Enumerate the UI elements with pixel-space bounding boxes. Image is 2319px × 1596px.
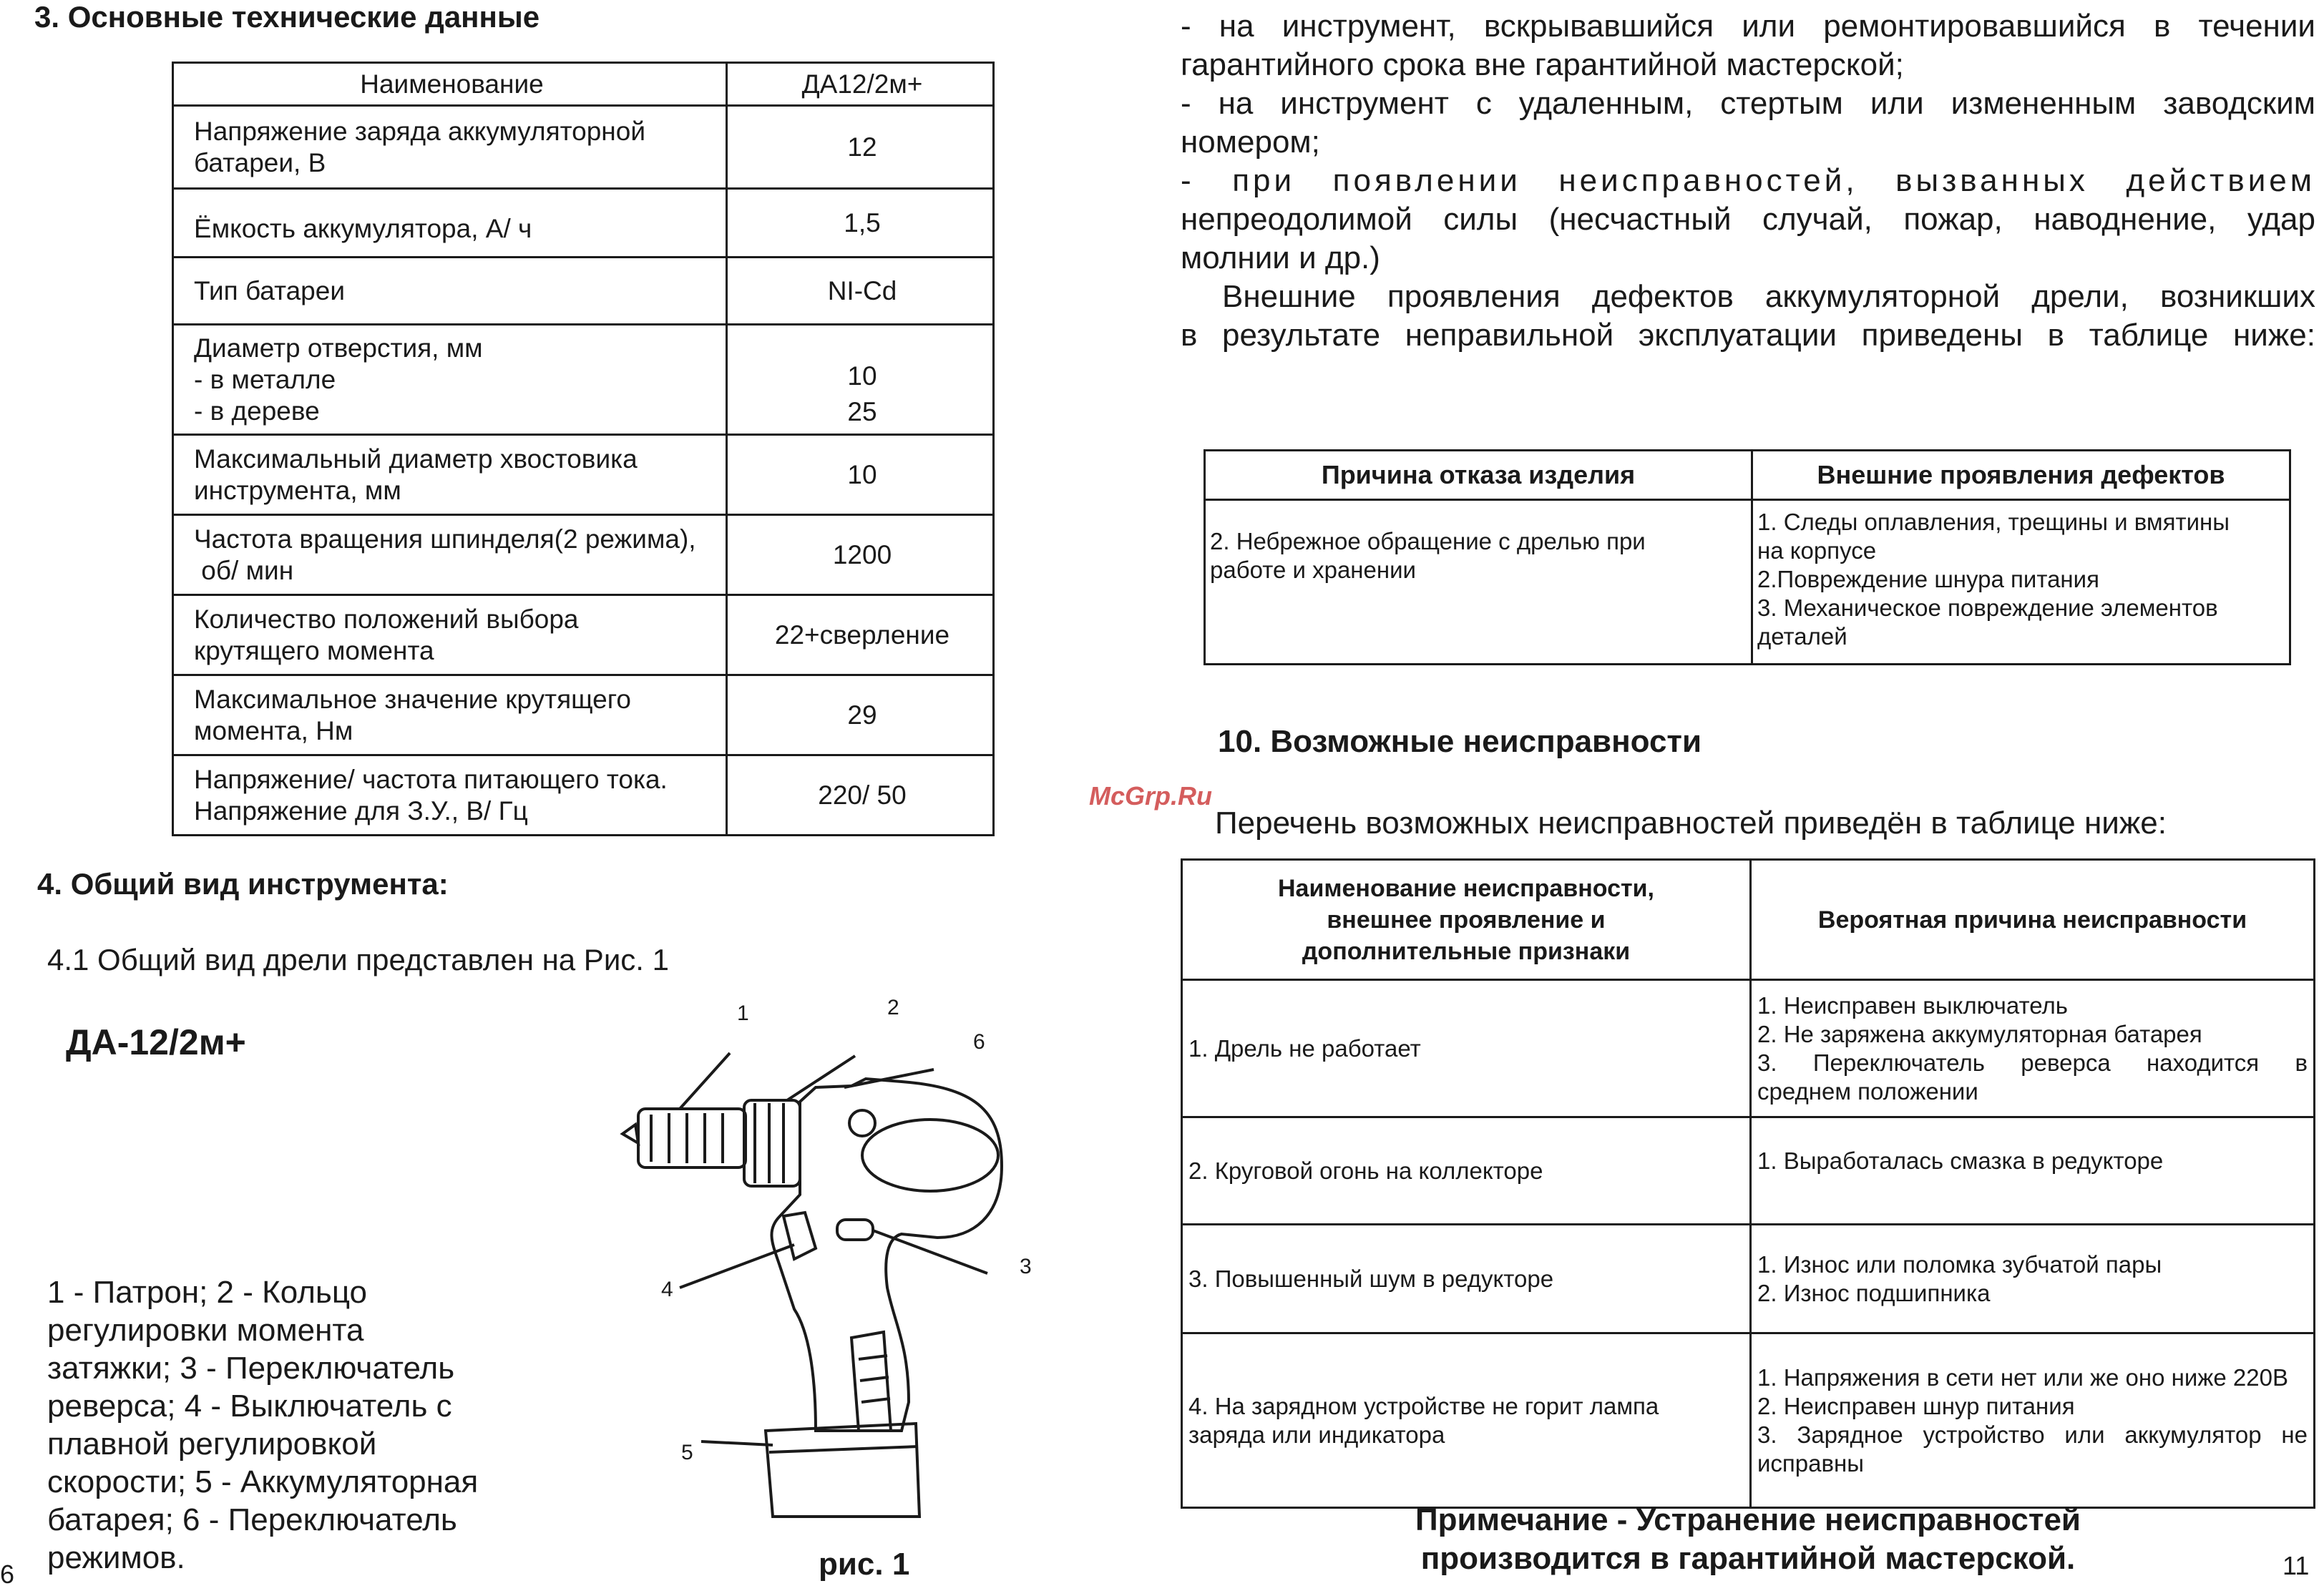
callout-4: 4 (661, 1278, 673, 1301)
figure-caption: рис. 1 (819, 1547, 910, 1582)
fault-name: 1. Дрель не работает (1182, 980, 1751, 1117)
spec-value: 12 (727, 106, 994, 189)
fault-cause: 1. Выработалась смазка в редукторе (1751, 1117, 2315, 1225)
page-number-right: 11 (2283, 1551, 2310, 1580)
table-row (1182, 1333, 2315, 1508)
defect-table-header (1205, 451, 2290, 500)
model-title: ДА-12/2м+ (66, 1022, 246, 1062)
spec-table (172, 62, 995, 836)
table-row (173, 435, 994, 515)
spec-name: Максимальное значение крутящего момента, Нм (173, 675, 727, 755)
defect-header-cause: Причина отказа изделия (1205, 451, 1752, 500)
spec-name: Максимальный диаметр хвостовика инструмента, мм (173, 435, 727, 515)
table-row (173, 515, 994, 595)
table-row (173, 189, 994, 258)
section10-intro: Перечень возможных неисправностей приведён в таблице ниже: (1215, 806, 2167, 841)
spec-value: 220/ 50 (727, 755, 994, 836)
spec-name: Ёмкость аккумулятора, А/ ч (173, 189, 727, 258)
table-row (173, 755, 994, 836)
callout-3: 3 (1020, 1255, 1032, 1278)
section4-title: 4. Общий вид инструмента: (37, 867, 449, 901)
defect-table (1204, 449, 2291, 665)
table-row (1205, 500, 2290, 665)
legend-text: 1 - Патрон; 2 - Кольцо регулировки момента затяжки; 3 - Переключатель реверса; 4 - Выключатель с плавной регулировкой скорости; 5 - Аккумуляторная батарея; 6 - Переключатель режимов. (47, 1275, 479, 1575)
spec-header-model: ДА12/2м+ (727, 63, 994, 106)
fault-cause: 1. Напряжения в сети нет или же оно ниже 220В 2. Неисправен шнур питания 3. Зарядное устройство или аккумулятор не исправны (1751, 1333, 2315, 1508)
defect-header-effect: Внешние проявления дефектов (1752, 451, 2290, 500)
fault-name: 2. Круговой огонь на коллекторе (1182, 1117, 1751, 1225)
table-row (173, 106, 994, 189)
section4-1-text: 4.1 Общий вид дрели представлен на Рис. 1 (47, 943, 669, 976)
spec-value: 29 (727, 675, 994, 755)
spec-name: Частота вращения шпинделя(2 режима), об/ мин (173, 515, 727, 595)
spec-name: Тип батареи (173, 258, 727, 325)
table-row (173, 258, 994, 325)
spec-header-name: Наименование (173, 63, 727, 106)
table-row (173, 595, 994, 675)
defect-cause: 2. Небрежное обращение с дрелью при работе и хранении (1205, 500, 1752, 665)
spec-value: 1,5 (727, 189, 994, 258)
fault-cause: 1. Износ или поломка зубчатой пары 2. Износ подшипника (1751, 1225, 2315, 1333)
fault-name: 3. Повышенный шум в редукторе (1182, 1225, 1751, 1333)
spec-name: Напряжение заряда аккумуляторной батареи, В (173, 106, 727, 189)
callout-5: 5 (681, 1441, 693, 1464)
spec-name: Количество положений выбора крутящего момента (173, 595, 727, 675)
callout-1: 1 (737, 1002, 749, 1025)
spec-name: Напряжение/ частота питающего тока. Напряжение для З.У., В/ Гц (173, 755, 727, 836)
fault-table (1181, 858, 2315, 1509)
table-row (1182, 1117, 2315, 1225)
spec-value: 10 25 (727, 325, 994, 435)
callout-2: 2 (887, 996, 899, 1019)
intro-text: - на инструмент, вскрывавшийся или ремонтировавшийся в течении гарантийного срока вне гарантийной мастерской; - на инструмент с удаленным, стертым или измененным заводским номером; - при появлении неисправностей, вызванных действием непреодолимой силы (несчастный случай, пожар, наводнение, удар молнии и др.) Внешние проявления дефектов аккумуляторной дрели, возникших в результате неправильной эксплуатации приведены в таблице ниже: (1181, 9, 2315, 353)
table-row (1182, 980, 2315, 1117)
spec-value: NI-Cd (727, 258, 994, 325)
callout-6: 6 (973, 1030, 985, 1054)
fault-name: 4. На зарядном устройстве не горит лампа заряда или индикатора (1182, 1333, 1751, 1508)
spec-table-header (173, 63, 994, 106)
defect-effect: 1. Следы оплавления, трещины и вмятины на корпусе 2.Повреждение шнура питания 3. Механическое повреждение элементов деталей (1752, 500, 2290, 665)
fault-table-header (1182, 860, 2315, 980)
note: Примечание - Устранение неисправностей производится в гарантийной мастерской. (1415, 1502, 2081, 1576)
spec-value: 22+сверление (727, 595, 994, 675)
table-row (173, 325, 994, 435)
spec-value: 1200 (727, 515, 994, 595)
watermark: McGrp.Ru (1089, 781, 1213, 811)
table-row (1182, 1225, 2315, 1333)
fault-cause: 1. Неисправен выключатель 2. Не заряжена аккумуляторная батарея 3. Переключатель реверса находится в среднем положении (1751, 980, 2315, 1117)
drill-illustration (601, 1002, 1059, 1545)
section3-title: 3. Основные технические данные (34, 0, 540, 34)
spec-value: 10 (727, 435, 994, 515)
section10-title: 10. Возможные неисправности (1218, 724, 1702, 759)
fault-header-right: Вероятная причина неисправности (1751, 860, 2315, 980)
spec-name: Диаметр отверстия, мм - в металле - в дереве (173, 325, 727, 435)
fault-header-left: Наименование неисправности, внешнее проявление и дополнительные признаки (1182, 860, 1751, 980)
page-number-left: 6 (0, 1560, 15, 1589)
table-row (173, 675, 994, 755)
